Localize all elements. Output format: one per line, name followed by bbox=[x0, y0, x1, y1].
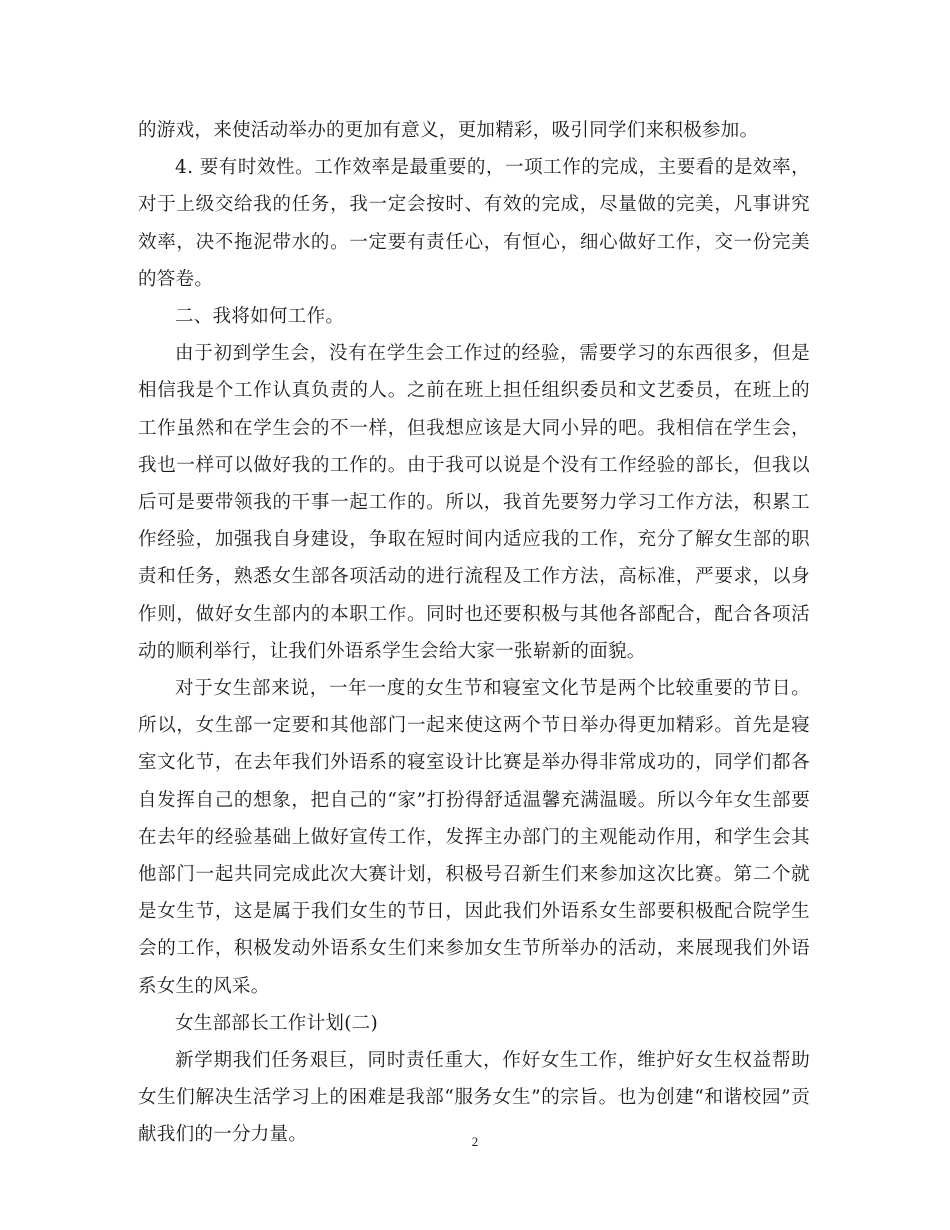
document-body bbox=[138, 112, 810, 1154]
paragraph-festivals: 对于女生部来说，一年一度的女生节和寝室文化节是两个比较重要的节日。所以，女生部一定要和其他部门一起来使这两个节日举办得更加精彩。首先是寝室文化节，在去年我们外语系的寝室设计比赛是举办得非常成功的，同学们都各自发挥自己的想象，把自己的“家”打扮得舒适温馨充满温暖。所以今年女生部要在去年的经验基础上做好宣传工作，发挥主办部门的主观能动作用，和学生会其他部门一起共同完成此次大赛计划，积极号召新生们来参加这次比赛。第二个就是女生节，这是属于我们女生的节日，因此我们外语系女生部要积极配合院学生会的工作，积极发动外语系女生们来参加女生节所举办的活动，来展现我们外语系女生的风采。 bbox=[138, 678, 810, 997]
paragraph-activity-end: 的游戏，来使活动举办的更加有意义，更加精彩，吸引同学们来积极参加。 bbox=[138, 120, 759, 141]
section-heading-how-to-work: 二、我将如何工作。 bbox=[175, 306, 345, 328]
paragraph-work-approach: 由于初到学生会，没有在学生会工作过的经验，需要学习的东西很多，但是相信我是个工作认真负责的人。之前在班上担任组织委员和文艺委员，在班上的工作虽然和在学生会的不一样，但我想应该是大同小异的吧。我相信在学生会，我也一样可以做好我的工作的。由于我可以说是个没有工作经验的部长，但我以后可是要带领我的干事一起工作的。所以，我首先要努力学习工作方法，积累工作经验，加强我自身建设，争取在短时间内适应我的工作，充分了解女生部的职责和任务，熟悉女生部各项活动的进行流程及工作方法，高标准，严要求，以身作则，做好女生部内的本职工作。同时也还要积极与其他各部配合，配合各项活动的顺利举行，让我们外语系学生会给大家一张崭新的面貌。 bbox=[138, 343, 810, 662]
paragraph-new-semester: 新学期我们任务艰巨，同时责任重大，作好女生工作，维护好女生权益帮助女生们解决生活学习上的困难是我部“服务女生”的宗旨。也为创建“和谐校园”贡献我们的一分力量。 bbox=[138, 1050, 810, 1146]
section-heading-plan-two: 女生部部长工作计划(二) bbox=[175, 1012, 379, 1034]
page-number: 2 bbox=[471, 1134, 479, 1149]
paragraph-timeliness: 4. 要有时效性。工作效率是最重要的，一项工作的完成，主要看的是效率，对于上级交给我的任务，我一定会按时、有效的完成，尽量做的完美，凡事讲究效率，决不拖泥带水的。一定要有责任心，有恒心，细心做好工作，交一份完美的答卷。 bbox=[138, 157, 810, 290]
